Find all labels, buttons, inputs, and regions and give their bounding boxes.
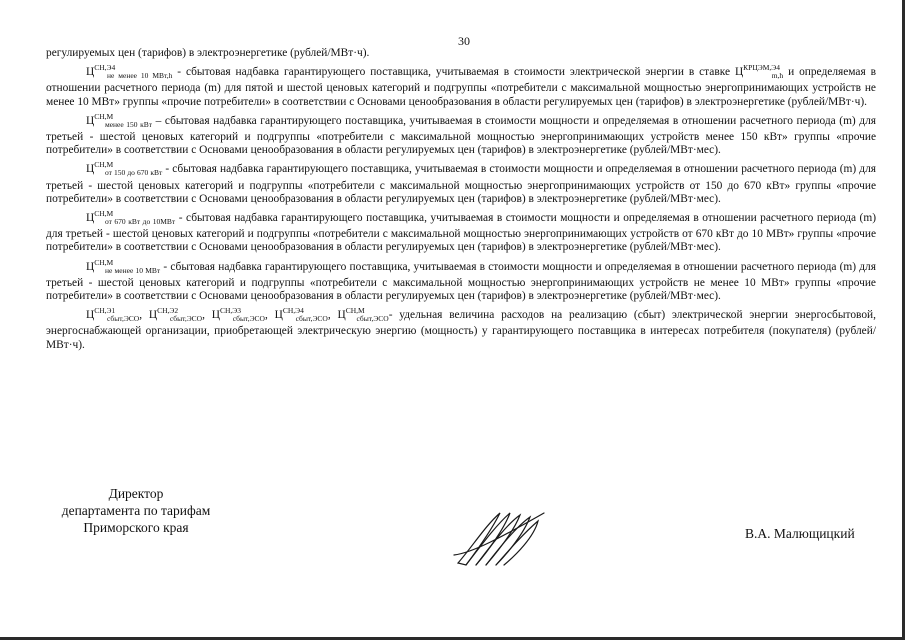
position-line-3: Приморского края: [83, 520, 189, 535]
formula-symbol: $Ц^{СН,М}_{менее 150 кВт}$: [86, 111, 153, 129]
definition-paragraph-2: $Ц^{СН,М}_{менее 150 кВт}$ – сбытовая надбавка гарантирующего поставщика, учитываемая в стоимости мощности и определяемая в отношении расчетного периода (m) для третьей - шестой ценовых категорий и подгруппы «потребители с максимальной мощностью энергопринимающих устройств менее 150 кВт» группы «прочие потребители» в соответствии с Основами ценообразования в области регулируемых цен (тарифов) в электроэнергетике (рублей/МВт·мес).: [46, 111, 877, 157]
formula-symbol: $Ц^{СН,Э1}_{сбыт,ЭСО}$: [86, 306, 140, 324]
definition-paragraph-4: $Ц^{СН,М}_{от 670 кВт до 10МВт}$ - сбытовая надбавка гарантирующего поставщика, учитываемая в стоимости мощности и определяемая в отношении расчетного периода (m) для третьей - шестой ценовых категорий и подгруппы «потребители с максимальной мощностью энергопринимающих устройств от 670 кВт до 10 МВт» группы «прочие потребители» в соответствии с Основами ценообразования в области регулируемых цен (тарифов) в электроэнергетике (рублей/МВт·мес).: [46, 209, 876, 254]
continuation-line: регулируемых цен (тарифов) в электроэнергетике (рублей/МВт·ч).: [46, 47, 370, 59]
formula-symbol: $Ц^{СН,М}_{сбыт,ЭСО}$: [337, 306, 389, 324]
definition-paragraph-6: $Ц^{СН,Э1}_{сбыт,ЭСО}$, $Ц^{СН,Э2}_{сбыт,ЭСО}$, $Ц^{СН,Э3}_{сбыт,ЭСО}$, $Ц^{СН,Э4}_{сбыт,ЭСО}$, $Ц^{СН,М}_{сбыт,ЭСО}-$ удельная величина расходов на реализацию (сбыт) электрической энергии энергосбытовой, энергоснабжающей организации, приобретающей электрическую энергию (мощность) у гарантирующего поставщика в интересах потребителя (покупателя) (рублей/МВт·ч).: [46, 306, 876, 351]
definition-paragraph-3: $Ц^{СН,М}_{от 150 до 670 кВт}$ - сбытовая надбавка гарантирующего поставщика, учитываемая в стоимости мощности и определяемая в отношении расчетного периода (m) для третьей - шестой ценовых категорий и подгруппы «потребители с максимальной мощностью энергопринимающих устройств от 150 до 670 кВт» группы «прочие потребители» в соответствии с Основами ценообразования в области регулируемых цен (тарифов) в электроэнергетике (рублей/МВт·мес).: [46, 160, 876, 205]
formula-symbol: $Ц^{СН,М}_{от 150 до 670 кВт}$: [86, 160, 163, 178]
signatory-position: [46, 485, 226, 536]
formula-symbol: $Ц^{СН,М}_{не менее 10 МВт}$: [86, 257, 161, 275]
signatory-name: В.А. Малющицкий: [745, 526, 855, 541]
formula-symbol: $Ц^{СН,М}_{от 670 кВт до 10МВт}$: [86, 209, 176, 227]
document-body: [46, 47, 876, 352]
page-number: 30: [458, 34, 470, 48]
handwritten-signature: [452, 507, 548, 569]
position-line-2: департамента по тарифам: [61, 503, 211, 518]
formula-symbol: $Ц^{КРЦЭМ,Э4}_{m,h}$: [734, 63, 784, 81]
formula-symbol: $Ц^{СН,Э4}_{сбыт,ЭСО}$: [274, 306, 328, 324]
formula-symbol: $Ц^{СН,Э2}_{сбыт,ЭСО}$: [148, 306, 203, 324]
formula-symbol: $Ц^{СН,Э4}_{не менее 10 МВт,h}$: [86, 63, 173, 81]
formula-symbol: $Ц^{СН,Э3}_{сбыт,ЭСО}$: [211, 306, 265, 324]
definition-paragraph-5: $Ц^{СН,М}_{не менее 10 МВт}$ - сбытовая надбавка гарантирующего поставщика, учитываемая в стоимости мощности и определяемая в отношении расчетного периода (m) для третьей - шестой ценовых категорий и подгруппы «потребители с максимальной мощностью энергопринимающих устройств не менее 10 МВт» группы «прочие потребители» в соответствии с Основами ценообразования в области регулируемых цен (тарифов) в электроэнергетике (рублей/МВт·мес).: [46, 257, 876, 303]
position-line-1: Директор: [108, 486, 164, 501]
definition-paragraph-1: $Ц^{СН,Э4}_{не менее 10 МВт,h}$ - сбытовая надбавка гарантирующего поставщика, учитываемая в стоимости электрической энергии в ставке $Ц^{КРЦЭМ,Э4}_{m,h}$ и определяемая в отношении расчетного периода (m) для пятой и шестой ценовых категорий и подгруппы «потребители с максимальной мощностью энергопринимающих устройств не менее 10 МВт» группы «прочие потребители» в соответствии с Основами ценообразования в области регулируемых цен (тарифов) в электроэнергетике (рублей/МВт·ч).: [46, 63, 876, 108]
